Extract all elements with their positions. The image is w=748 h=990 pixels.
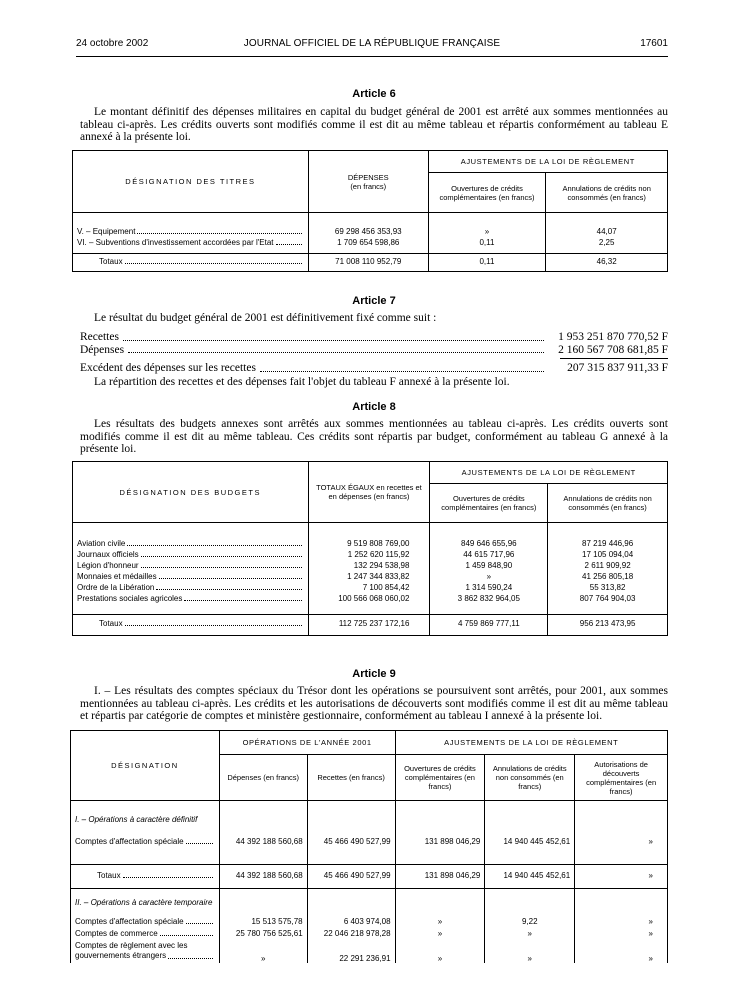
table-row: Journaux officiels 1 252 620 115,92 44 615 717,96 17 105 094,04 xyxy=(73,550,668,561)
article-9-text: I. – Les résultats des comptes spéciaux du Trésor dont les opérations se poursuivent sont arrêtés, pour 2001, aux sommes mentionnées au tableau ci-après. Les crédits et les autorisations de découverts sont modifiés comme il est dit au même tableau et répartis par catégorie de comptes et ministère gestionnaire, conformément au tableau I annexé à la présente loi. xyxy=(80,685,668,722)
col-recettes: Recettes (en francs) xyxy=(307,755,395,801)
table-row: Aviation civile 9 519 808 769,00 849 646 655,96 87 219 446,96 xyxy=(73,539,668,550)
header-journal-title: JOURNAL OFFICIEL DE LA RÉPUBLIQUE FRANÇAISE xyxy=(243,38,501,49)
table-total-row: Totaux 112 725 237 172,16 4 759 869 777,11 956 213 473,95 xyxy=(73,615,668,636)
col-autorisations: Autorisations de découverts complémentaires (en francs) xyxy=(575,755,668,801)
table-row: Ordre de la Libération 7 100 854,42 1 314 590,24 55 313,82 xyxy=(73,583,668,594)
table-row: Comptes de règlement avec les gouvernements étrangers » 22 291 236,91 » » » xyxy=(71,941,668,963)
excedent-line: Excédent des dépenses sur les recettes 207 315 837 911,33 F xyxy=(80,362,668,374)
col-designation: DÉSIGNATION xyxy=(71,731,220,801)
col-totaux-egaux: TOTAUX ÉGAUX en recettes et en dépenses (en francs) xyxy=(308,462,430,523)
header-page-number: 17601 xyxy=(640,38,668,49)
table-row: Comptes de commerce 25 780 756 525,61 22 046 218 978,28 » » » xyxy=(71,929,668,941)
col-operations-2001: OPÉRATIONS DE L'ANNÉE 2001 xyxy=(219,731,395,755)
col-annulations: Annulations de crédits non consommés (en francs) xyxy=(548,484,668,523)
col-depenses: DÉPENSES (en francs) xyxy=(308,151,428,213)
article-6-title: Article 6 xyxy=(352,88,396,100)
article-6-table xyxy=(72,150,668,272)
col-ajustements: AJUSTEMENTS DE LA LOI DE RÈGLEMENT xyxy=(428,151,667,173)
table-row: Comptes d'affectation spéciale 44 392 188 560,68 45 466 490 527,99 131 898 046,29 14 940 445 452,61 » xyxy=(71,837,668,851)
article-8-title: Article 8 xyxy=(352,401,396,413)
section-heading: II. – Opérations à caractère temporaire xyxy=(71,889,668,917)
table-total-row: Totaux 71 008 110 952,79 0,11 46,32 xyxy=(73,254,668,272)
article-8-text: Les résultats des budgets annexes sont arrêtés aux sommes mentionnées au tableau ci-après. Les crédits ouverts sont modifiés comme il est dit au même tableau. Ces crédits sont répartis par budget, conformément au tableau G annexé à la présente loi. xyxy=(80,418,668,455)
col-ouvertures: Ouvertures de crédits complémentaires (en francs) xyxy=(395,755,485,801)
col-ouvertures: Ouvertures de crédits complémentaires (en francs) xyxy=(428,173,546,213)
table-row: Monnaies et médailles 1 247 344 833,82 » 41 256 805,18 xyxy=(73,572,668,583)
article-7-repartition: La répartition des recettes et des dépenses fait l'objet du tableau F annexé à la présente loi. xyxy=(94,376,510,388)
col-designation-budgets: DÉSIGNATION DES BUDGETS xyxy=(73,462,309,523)
article-9-table xyxy=(70,730,668,963)
col-depenses: Dépenses (en francs) xyxy=(219,755,307,801)
article-7-lines xyxy=(80,331,668,356)
article-7-excedent xyxy=(80,362,668,375)
col-ajustements: AJUSTEMENTS DE LA LOI DE RÈGLEMENT xyxy=(430,462,668,484)
col-annulations: Annulations de crédits non consommés (en francs) xyxy=(546,173,668,213)
section-heading: I. – Opérations à caractère définitif xyxy=(71,815,668,837)
article-8-table xyxy=(72,461,668,636)
table-row: VI. – Subventions d'investissement accordées par l'Etat 1 709 654 598,86 0,11 2,25 xyxy=(73,238,668,250)
table-row: V. – Equipement 69 298 456 353,93 » 44,07 xyxy=(73,227,668,238)
article-7-intro: Le résultat du budget général de 2001 est définitivement fixé comme suit : xyxy=(94,312,437,324)
col-annulations: Annulations de crédits non consommés (en francs) xyxy=(485,755,575,801)
table-row: Prestations sociales agricoles 100 566 068 060,02 3 862 832 964,05 807 764 904,03 xyxy=(73,594,668,605)
table-row: Légion d'honneur 132 294 538,98 1 459 848,90 2 611 909,92 xyxy=(73,561,668,572)
depenses-line: Dépenses 2 160 567 708 681,85 F xyxy=(80,343,668,356)
col-designation-titres: DÉSIGNATION DES TITRES xyxy=(73,151,309,213)
col-ajustements: AJUSTEMENTS DE LA LOI DE RÈGLEMENT xyxy=(395,731,667,755)
article-7-title: Article 7 xyxy=(352,295,396,307)
sum-rule xyxy=(560,358,668,359)
article-9-title: Article 9 xyxy=(352,668,396,680)
header-date: 24 octobre 2002 xyxy=(76,38,149,49)
table-row: Comptes d'affectation spéciale 15 513 575,78 6 403 974,08 » 9,22 » xyxy=(71,917,668,929)
header-rule xyxy=(76,56,668,57)
article-6-text: Le montant définitif des dépenses militaires en capital du budget général de 2001 est arrêté aux sommes mentionnées au tableau ci-après. Les crédits ouverts sont modifiés comme il est dit au même tableau et répartis conformément au tableau E annexé à la présente loi. xyxy=(80,106,668,143)
recettes-line: Recettes 1 953 251 870 770,52 F xyxy=(80,331,668,343)
col-ouvertures: Ouvertures de crédits complémentaires (en francs) xyxy=(430,484,548,523)
page-header xyxy=(76,38,668,54)
table-total-row: Totaux 44 392 188 560,68 45 466 490 527,99 131 898 046,29 14 940 445 452,61 » xyxy=(71,865,668,889)
